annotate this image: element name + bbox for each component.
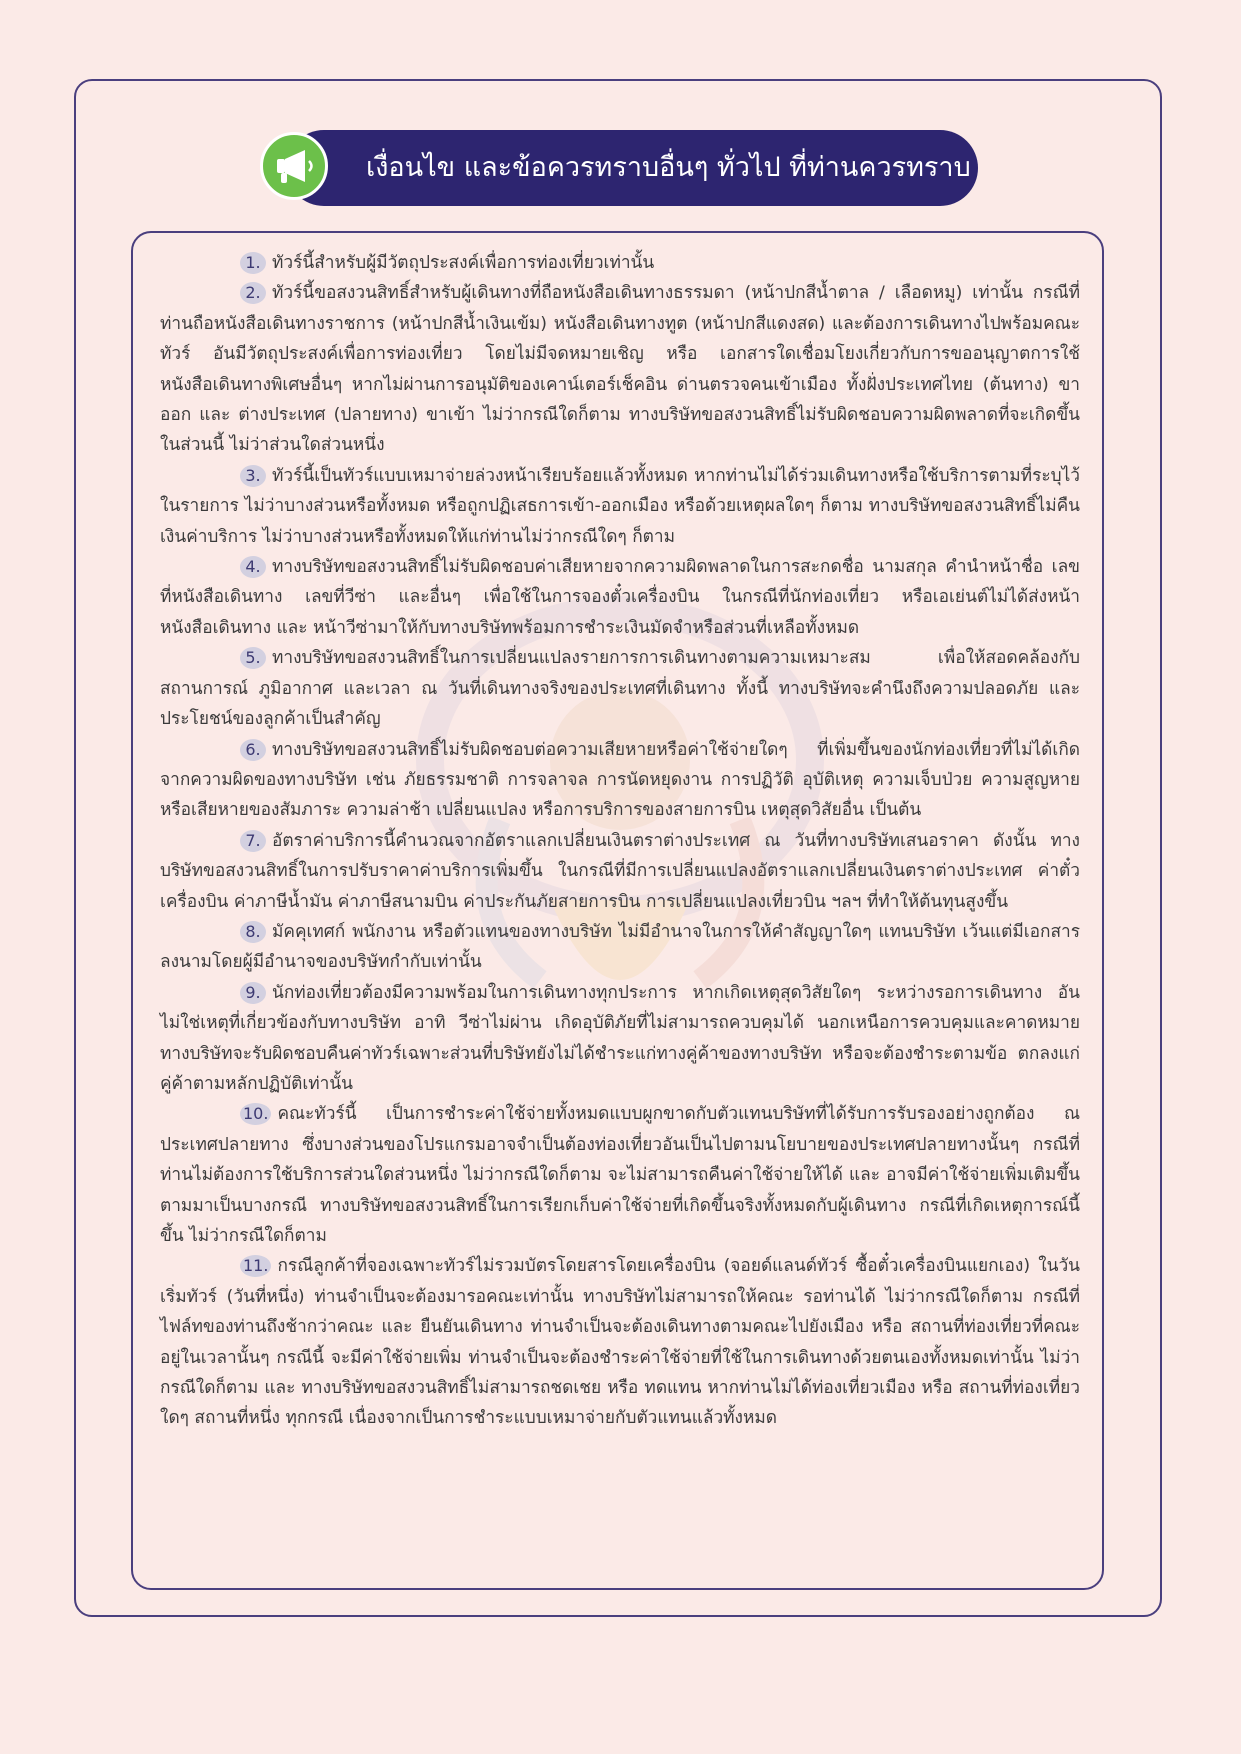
page-title: เงื่อนไข และข้อควรทราบอื่นๆ ทั่วไป ที่ท่านควรทราบ (366, 152, 971, 183)
term-item (160, 248, 1080, 278)
term-item (160, 917, 1080, 978)
term-text: กรณีลูกค้าที่จองเฉพาะทัวร์ไม่รวมบัตรโดยสารโดยเครื่องบิน (จอยด์แลนด์ทัวร์ ซื้อตั๋วเครื่องบินแยกเอง) ในวันเริ่มทัวร์ (วันที่หนึ่ง) ท่านจำเป็นจะต้องมารอคณะเท่านั้น ทางบริษัทไม่สามารถให้คณะ รอท่านได้ ไม่ว่ากรณีใดก็ตาม กรณีที่ไฟล์ทของท่านถึงช้ากว่าคณะ และ ยืนยันเดินทาง ท่านจำเป็นจะต้องเดินทางตามคณะไปยังเมือง หรือ สถานที่ท่องเที่ยวที่คณะอยู่ในเวลานั้นๆ กรณีนี้ จะมีค่าใช้จ่ายเพิ่ม ท่านจำเป็นจะต้องชำระค่าใช้จ่ายที่ใช้ในการเดินทางด้วยตนเองทั้งหมดเท่านั้น ไม่ว่า กรณีใดก็ตาม และ ทางบริษัทขอสงวนสิทธิ์ไม่สามารถชดเชย หรือ ทดแทน หากท่านไม่ได้ท่องเที่ยวเมือง หรือ สถานที่ท่องเที่ยวใดๆ สถานที่หนึ่ง ทุกกรณี เนื่องจากเป็นการชำระแบบเหมาจ่ายกับตัวแทนแล้วทั้งหมด (160, 1256, 1080, 1429)
term-number: 5. (240, 647, 266, 669)
term-item (160, 278, 1080, 460)
term-item (160, 461, 1080, 552)
header-pill (286, 130, 978, 206)
term-text: อัตราค่าบริการนี้คำนวณจากอัตราแลกเปลี่ยนเงินตราต่างประเทศ ณ วันที่ทางบริษัทเสนอราคา ดังนั้น ทางบริษัทขอสงวนสิทธิ์ในการปรับราคาค่าบริการเพิ่มขึ้น ในกรณีที่มีการเปลี่ยนแปลงอัตราแลกเปลี่ยนเงินตราต่างประเทศ ค่าตั๋ว เครื่องบิน ค่าภาษีน้ำมัน ค่าภาษีสนามบิน ค่าประกันภัยสายการบิน การเปลี่ยนแปลงเที่ยวบิน ฯลฯ ที่ทำให้ต้นทุนสูงขึ้น (160, 830, 1080, 912)
term-text: ทางบริษัทขอสงวนสิทธิ์ไม่รับผิดชอบต่อความเสียหายหรือค่าใช้จ่ายใดๆ ที่เพิ่มขึ้นของนักท่องเที่ยวที่ไม่ได้เกิดจากความผิดของทางบริษัท เช่น ภัยธรรมชาติ การจลาจล การนัดหยุดงาน การปฏิวัติ อุบัติเหตุ ความเจ็บป่วย ความสูญหายหรือเสียหายของสัมภาระ ความล่าช้า เปลี่ยนแปลง หรือการบริการของสายการบิน เหตุสุดวิสัยอื่น เป็นต้น (160, 739, 1080, 821)
term-text: คณะทัวร์นี้ เป็นการชำระค่าใช้จ่ายทั้งหมดแบบผูกขาดกับตัวแทนบริษัทที่ได้รับการรับรองอย่างถูกต้อง ณ ประเทศปลายทาง ซึ่งบางส่วนของโปรแกรมอาจจำเป็นต้องท่องเที่ยวอันเป็นไปตามนโยบายของประเทศปลายทางนั้นๆ กรณีที่ท่านไม่ต้องการใช้บริการส่วนใดส่วนหนึ่ง ไม่ว่ากรณีใดก็ตาม จะไม่สามารถคืนค่าใช้จ่ายให้ได้ และ อาจมีค่าใช้จ่ายเพิ่มเติมขึ้น ตามมาเป็นบางกรณี ทางบริษัทขอสงวนสิทธิ์ในการเรียกเก็บค่าใช้จ่ายที่เกิดขึ้นจริงทั้งหมดกับผู้เดินทาง กรณีที่เกิดเหตุการณ์นี้ขึ้น ไม่ว่ากรณีใดก็ตาม (160, 1104, 1080, 1246)
term-item (160, 978, 1080, 1100)
term-text: นักท่องเที่ยวต้องมีความพร้อมในการเดินทางทุกประการ หากเกิดเหตุสุดวิสัยใดๆ ระหว่างรอการเดินทาง อันไม่ใช่เหตุที่เกี่ยวข้องกับทางบริษัท อาทิ วีซ่าไม่ผ่าน เกิดอุบัติภัยที่ไม่สามารถควบคุมได้ นอกเหนือการควบคุมและคาดหมาย ทางบริษัทจะรับผิดชอบคืนค่าทัวร์เฉพาะส่วนที่บริษัทยังไม่ได้ชำระแก่ทางคู่ค้าของทางบริษัท หรือจะต้องชำระตามข้อ ตกลงแก่คู่ค้าตามหลักปฏิบัติเท่านั้น (160, 982, 1080, 1094)
term-number: 9. (240, 982, 266, 1004)
term-text: ทางบริษัทขอสงวนสิทธิ์ในการเปลี่ยนแปลงรายการการเดินทางตามความเหมาะสม เพื่อให้สอดคล้องกับ สถานการณ์ ภูมิอากาศ และเวลา ณ วันที่เดินทางจริงของประเทศที่เดินทาง ทั้งนี้ ทางบริษัทจะคำนึงถึงความปลอดภัย และ ประโยชน์ของลูกค้าเป็นสำคัญ (160, 648, 1080, 730)
term-number: 3. (240, 465, 266, 487)
term-text: มัคคุเทศก์ พนักงาน หรือตัวแทนของทางบริษัท ไม่มีอำนาจในการให้คำสัญญาใดๆ แทนบริษัท เว้นแต่มีเอกสารลงนามโดยผู้มีอำนาจของบริษัทกำกับเท่านั้น (160, 921, 1080, 973)
term-number: 2. (240, 282, 266, 304)
term-text: ทางบริษัทขอสงวนสิทธิ์ไม่รับผิดชอบค่าเสียหายจากความผิดพลาดในการสะกดชื่อ นามสกุล คำนำหน้าชื่อ เลขที่หนังสือเดินทาง เลขที่วีซ่า และอื่นๆ เพื่อใช้ในการจองตั๋วเครื่องบิน ในกรณีที่นักท่องเที่ยว หรือเอเย่นต์ไม่ได้ส่งหน้าหนังสือเดินทาง และ หน้าวีซ่ามาให้กับทางบริษัทพร้อมการชำระเงินมัดจำหรือส่วนที่เหลือทั้งหมด (160, 557, 1080, 638)
terms-list (160, 248, 1080, 1434)
term-item (160, 1099, 1080, 1251)
term-number: 1. (240, 252, 266, 274)
term-item (160, 735, 1080, 826)
term-item (160, 1251, 1080, 1433)
term-number: 4. (240, 556, 266, 578)
megaphone-badge (260, 132, 328, 200)
header-banner (260, 128, 978, 208)
term-item (160, 643, 1080, 734)
term-number: 8. (240, 921, 266, 943)
term-item (160, 826, 1080, 917)
megaphone-icon (273, 147, 317, 187)
term-item (160, 552, 1080, 643)
term-number: 6. (240, 739, 266, 761)
term-number: 11. (240, 1255, 271, 1277)
term-number: 10. (240, 1103, 271, 1125)
term-text: ทัวร์นี้ขอสงวนสิทธิ์สำหรับผู้เดินทางที่ถือหนังสือเดินทางธรรมดา (หน้าปกสีน้ำตาล / เลือดหมู) เท่านั้น กรณีที่ท่านถือหนังสือเดินทางราชการ (หน้าปกสีน้ำเงินเข้ม) หนังสือเดินทางทูต (หน้าปกสีแดงสด) และต้องการเดินทางไปพร้อมคณะทัวร์ อันมีวัตถุประสงค์เพื่อการท่องเที่ยว โดยไม่มีจดหมายเชิญ หรือ เอกสารใดเชื่อมโยงเกี่ยวกับการขออนุญาตการใช้หนังสือเดินทางพิเศษอื่นๆ หากไม่ผ่านการอนุมัติของเคาน์เตอร์เช็คอิน ด่านตรวจคนเข้าเมือง ทั้งฝั่งประเทศไทย (ต้นทาง) ขาออก และ ต่างประเทศ (ปลายทาง) ขาเข้า ไม่ว่ากรณีใดก็ตาม ทางบริษัทขอสงวนสิทธิ์ไม่รับผิดชอบความผิดพลาดที่จะเกิดขึ้นในส่วนนี้ ไม่ว่าส่วนใดส่วนหนึ่ง (160, 283, 1080, 456)
term-text: ทัวร์นี้เป็นทัวร์แบบเหมาจ่ายล่วงหน้าเรียบร้อยแล้วทั้งหมด หากท่านไม่ได้ร่วมเดินทางหรือใช้บริการตามที่ระบุไว้ในรายการ ไม่ว่าบางส่วนหรือทั้งหมด หรือถูกปฏิเสธการเข้า-ออกเมือง หรือด้วยเหตุผลใดๆ ก็ตาม ทางบริษัทขอสงวนสิทธิ์ไม่คืนเงินค่าบริการ ไม่ว่าบางส่วนหรือทั้งหมดให้แก่ท่านไม่ว่ากรณีใดๆ ก็ตาม (160, 465, 1080, 547)
term-number: 7. (240, 830, 266, 852)
term-text: ทัวร์นี้สำหรับผู้มีวัตถุประสงค์เพื่อการท่องเที่ยวเท่านั้น (272, 253, 655, 273)
